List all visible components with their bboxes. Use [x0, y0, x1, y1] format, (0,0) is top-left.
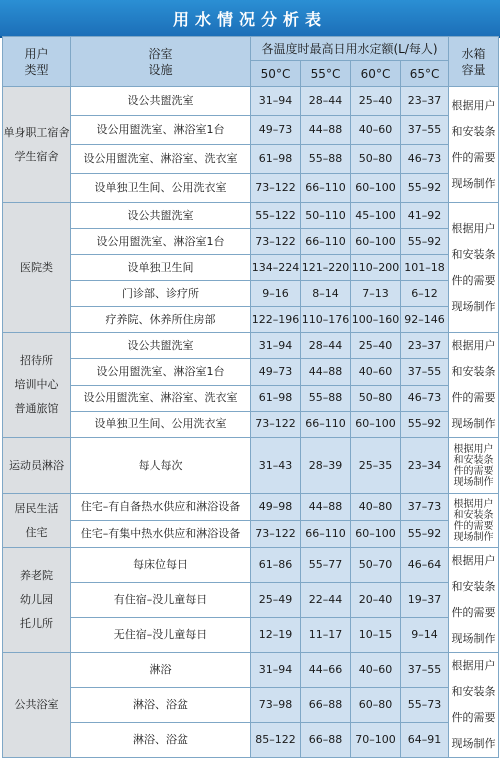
table-row [3, 203, 499, 229]
quota-value: 40–60 [351, 653, 401, 688]
header-user-type-line: 类型 [24, 62, 49, 77]
tank-capacity-cell [449, 87, 499, 203]
header-row [3, 37, 499, 61]
facility-cell: 有住宿–没儿童每日 [71, 583, 251, 618]
table-row [3, 116, 499, 145]
facility-cell: 无住宿–没儿童每日 [71, 618, 251, 653]
quota-value: 28–44 [301, 333, 351, 359]
quota-value: 23–37 [401, 87, 449, 116]
quota-value: 40–60 [351, 359, 401, 385]
quota-value: 40–80 [351, 494, 401, 521]
quota-value: 46–73 [401, 145, 449, 174]
quota-value: 110–200 [351, 255, 401, 281]
quota-value: 31–94 [251, 87, 301, 116]
header-temp: 50°C [251, 61, 301, 87]
tank-capacity-line: 和安装条 [451, 247, 496, 261]
table-row [3, 411, 499, 437]
quota-value: 37–55 [401, 116, 449, 145]
quota-value: 85–122 [251, 723, 301, 758]
facility-cell: 设单独卫生间、公用洗衣室 [71, 174, 251, 203]
header-temp: 55°C [301, 61, 351, 87]
quota-value: 28–39 [301, 438, 351, 494]
category-line: 招待所 [20, 354, 53, 367]
quota-value: 55–88 [301, 145, 351, 174]
quota-value: 37–73 [401, 494, 449, 521]
tank-capacity-line: 和安装条 [453, 454, 494, 466]
tank-capacity-line: 件的需要 [451, 606, 496, 619]
quota-value: 122–196 [251, 307, 301, 333]
header-quota: 各温度时最高日用水定额(L/每人) [251, 37, 449, 61]
header-tank-line: 容量 [461, 62, 486, 77]
quota-value: 44–88 [301, 494, 351, 521]
category-line: 养老院 [20, 569, 53, 582]
quota-value: 66–110 [301, 411, 351, 437]
quota-value: 134–224 [251, 255, 301, 281]
quota-value: 70–100 [351, 723, 401, 758]
quota-value: 64–91 [401, 723, 449, 758]
tank-capacity-line: 根据用户 [451, 554, 496, 567]
facility-cell: 设公共盥洗室 [71, 203, 251, 229]
facility-cell: 设公共盥洗室 [71, 87, 251, 116]
facility-cell: 每床位每日 [71, 548, 251, 583]
quota-value: 46–73 [401, 385, 449, 411]
quota-value: 44–88 [301, 359, 351, 385]
facility-cell: 住宅–有自备热水供应和淋浴设备 [71, 494, 251, 521]
facility-cell: 设公用盥洗室、淋浴室1台 [71, 116, 251, 145]
category-cell [3, 494, 71, 548]
table-row [3, 548, 499, 583]
quota-value: 8–14 [301, 281, 351, 307]
tank-capacity-line: 件的需要 [451, 711, 496, 724]
quota-value: 46–64 [401, 548, 449, 583]
quota-value: 23–37 [401, 333, 449, 359]
table-row [3, 688, 499, 723]
table-row [3, 723, 499, 758]
quota-value: 60–80 [351, 688, 401, 723]
facility-cell: 设公共盥洗室 [71, 333, 251, 359]
quota-value: 55–92 [401, 521, 449, 548]
category-line: 单身职工宿舍 [3, 125, 70, 139]
quota-value: 73–98 [251, 688, 301, 723]
quota-value: 19–37 [401, 583, 449, 618]
quota-value: 44–88 [301, 116, 351, 145]
quota-value: 25–40 [351, 87, 401, 116]
tank-capacity-line: 现场制作 [451, 737, 496, 750]
quota-value: 41–92 [401, 203, 449, 229]
category-line: 普通旅馆 [14, 402, 59, 415]
tank-capacity-cell [449, 333, 499, 438]
tank-capacity-line: 根据用户 [451, 98, 496, 112]
page-title: 用水情况分析表 [172, 9, 327, 29]
quota-value: 110–176 [301, 307, 351, 333]
header-user-type-line: 用户 [24, 46, 49, 61]
quota-value: 50–70 [351, 548, 401, 583]
quota-value: 49–73 [251, 116, 301, 145]
facility-cell: 门诊部、诊疗所 [71, 281, 251, 307]
category-line: 医院类 [20, 260, 53, 274]
quota-value: 121–220 [301, 255, 351, 281]
quota-value: 66–88 [301, 723, 351, 758]
quota-value: 73–122 [251, 229, 301, 255]
quota-value: 25–35 [351, 438, 401, 494]
header-facility [71, 37, 251, 87]
quota-value: 60–100 [351, 411, 401, 437]
quota-value: 28–44 [301, 87, 351, 116]
table-row [3, 438, 499, 494]
facility-cell: 住宅–有集中热水供应和淋浴设备 [71, 521, 251, 548]
tank-capacity-line: 根据用户 [453, 443, 494, 455]
tank-capacity-line: 和安装条 [451, 580, 496, 593]
table-row [3, 521, 499, 548]
quota-value: 66–110 [301, 229, 351, 255]
facility-cell: 设单独卫生间、公用洗衣室 [71, 411, 251, 437]
table-row [3, 583, 499, 618]
table-row [3, 145, 499, 174]
quota-value: 31–43 [251, 438, 301, 494]
facility-cell: 设公用盥洗室、淋浴室1台 [71, 359, 251, 385]
facility-cell: 设公用盥洗室、淋浴室、洗衣室 [71, 145, 251, 174]
facility-cell: 淋浴 [71, 653, 251, 688]
tank-capacity-line: 根据用户 [451, 221, 496, 235]
quota-value: 73–122 [251, 411, 301, 437]
tank-capacity-cell [449, 438, 499, 494]
quota-value: 31–94 [251, 653, 301, 688]
tank-capacity-line: 件的需要 [453, 465, 494, 477]
quota-value: 40–60 [351, 116, 401, 145]
quota-value: 55–122 [251, 203, 301, 229]
quota-value: 66–88 [301, 688, 351, 723]
quota-value: 73–122 [251, 174, 301, 203]
tank-capacity-line: 根据用户 [453, 498, 494, 510]
facility-cell: 设单独卫生间 [71, 255, 251, 281]
table-row [3, 653, 499, 688]
quota-value: 55–92 [401, 411, 449, 437]
title-bar [0, 0, 500, 38]
tank-capacity-cell [449, 548, 499, 653]
category-line: 公共浴室 [14, 698, 59, 711]
category-cell [3, 653, 71, 758]
quota-value: 61–98 [251, 385, 301, 411]
tank-capacity-cell [449, 203, 499, 333]
table-row [3, 87, 499, 116]
tank-capacity-line: 和安装条 [451, 124, 496, 138]
facility-cell: 每人每次 [71, 438, 251, 494]
quota-value: 23–34 [401, 438, 449, 494]
table-row [3, 333, 499, 359]
tank-capacity-line: 和安装条 [453, 509, 494, 521]
quota-value: 60–100 [351, 229, 401, 255]
quota-value: 66–110 [301, 521, 351, 548]
category-line: 运动员淋浴 [9, 458, 64, 472]
tank-capacity-cell [449, 494, 499, 548]
quota-value: 11–17 [301, 618, 351, 653]
quota-value: 55–88 [301, 385, 351, 411]
category-line: 住宅 [25, 525, 48, 539]
quota-value: 73–122 [251, 521, 301, 548]
quota-value: 66–110 [301, 174, 351, 203]
quota-value: 60–100 [351, 521, 401, 548]
quota-value: 37–55 [401, 653, 449, 688]
tank-capacity-line: 件的需要 [451, 391, 496, 404]
table-row [3, 385, 499, 411]
table-row [3, 307, 499, 333]
table-row [3, 174, 499, 203]
quota-value: 60–100 [351, 174, 401, 203]
quota-value: 12–19 [251, 618, 301, 653]
tank-capacity-line: 现场制作 [453, 476, 494, 488]
facility-cell: 淋浴、浴盆 [71, 688, 251, 723]
tank-capacity-line: 和安装条 [451, 685, 496, 698]
quota-value: 92–146 [401, 307, 449, 333]
tank-capacity-line: 件的需要 [451, 273, 496, 287]
quota-value: 50–110 [301, 203, 351, 229]
quota-value: 49–98 [251, 494, 301, 521]
tank-capacity-line: 现场制作 [451, 632, 496, 645]
category-line: 幼儿园 [20, 593, 53, 606]
quota-value: 37–55 [401, 359, 449, 385]
header-tank-line: 水箱 [461, 46, 486, 61]
table-row [3, 281, 499, 307]
tank-capacity-line: 件的需要 [453, 520, 494, 532]
quota-value: 45–100 [351, 203, 401, 229]
water-usage-table [2, 36, 499, 758]
table-row [3, 494, 499, 521]
quota-value: 22–44 [301, 583, 351, 618]
quota-value: 61–86 [251, 548, 301, 583]
quota-value: 25–49 [251, 583, 301, 618]
category-cell [3, 203, 71, 333]
category-cell [3, 333, 71, 438]
tank-capacity-line: 根据用户 [451, 659, 496, 672]
facility-cell: 淋浴、浴盆 [71, 723, 251, 758]
tank-capacity-line: 件的需要 [451, 150, 496, 164]
tank-capacity-line: 现场制作 [451, 176, 496, 190]
quota-value: 10–15 [351, 618, 401, 653]
quota-value: 20–40 [351, 583, 401, 618]
category-cell [3, 548, 71, 653]
category-cell [3, 438, 71, 494]
quota-value: 49–73 [251, 359, 301, 385]
quota-value: 55–73 [401, 688, 449, 723]
category-line: 居民生活 [14, 501, 59, 515]
category-line: 培训中心 [14, 378, 59, 391]
header-temp: 60°C [351, 61, 401, 87]
category-cell [3, 87, 71, 203]
tank-capacity-line: 和安装条 [451, 365, 496, 378]
tank-capacity-line: 根据用户 [451, 339, 496, 352]
quota-value: 44–66 [301, 653, 351, 688]
table-row [3, 359, 499, 385]
quota-value: 100–160 [351, 307, 401, 333]
quota-value: 9–16 [251, 281, 301, 307]
header-facility-line: 设施 [148, 62, 173, 77]
quota-value: 61–98 [251, 145, 301, 174]
quota-value: 9–14 [401, 618, 449, 653]
quota-value: 31–94 [251, 333, 301, 359]
header-user-type [3, 37, 71, 87]
tank-capacity-line: 现场制作 [451, 417, 496, 430]
quota-value: 50–80 [351, 145, 401, 174]
table-row [3, 255, 499, 281]
quota-value: 6–12 [401, 281, 449, 307]
header-temp: 65°C [401, 61, 449, 87]
quota-value: 55–92 [401, 174, 449, 203]
table-row [3, 618, 499, 653]
quota-value: 55–77 [301, 548, 351, 583]
quota-value: 101–18 [401, 255, 449, 281]
facility-cell: 设公用盥洗室、淋浴室、洗衣室 [71, 385, 251, 411]
quota-value: 50–80 [351, 385, 401, 411]
category-line: 托儿所 [20, 617, 53, 630]
header-tank [449, 37, 499, 87]
quota-value: 55–92 [401, 229, 449, 255]
quota-value: 25–40 [351, 333, 401, 359]
header-facility-line: 浴室 [148, 46, 173, 61]
tank-capacity-cell [449, 653, 499, 758]
table-row [3, 229, 499, 255]
facility-cell: 设公用盥洗室、淋浴室1台 [71, 229, 251, 255]
tank-capacity-line: 现场制作 [451, 299, 496, 313]
facility-cell: 疗养院、休养所住房部 [71, 307, 251, 333]
category-line: 学生宿舍 [14, 149, 59, 163]
quota-value: 7–13 [351, 281, 401, 307]
tank-capacity-line: 现场制作 [453, 531, 494, 543]
